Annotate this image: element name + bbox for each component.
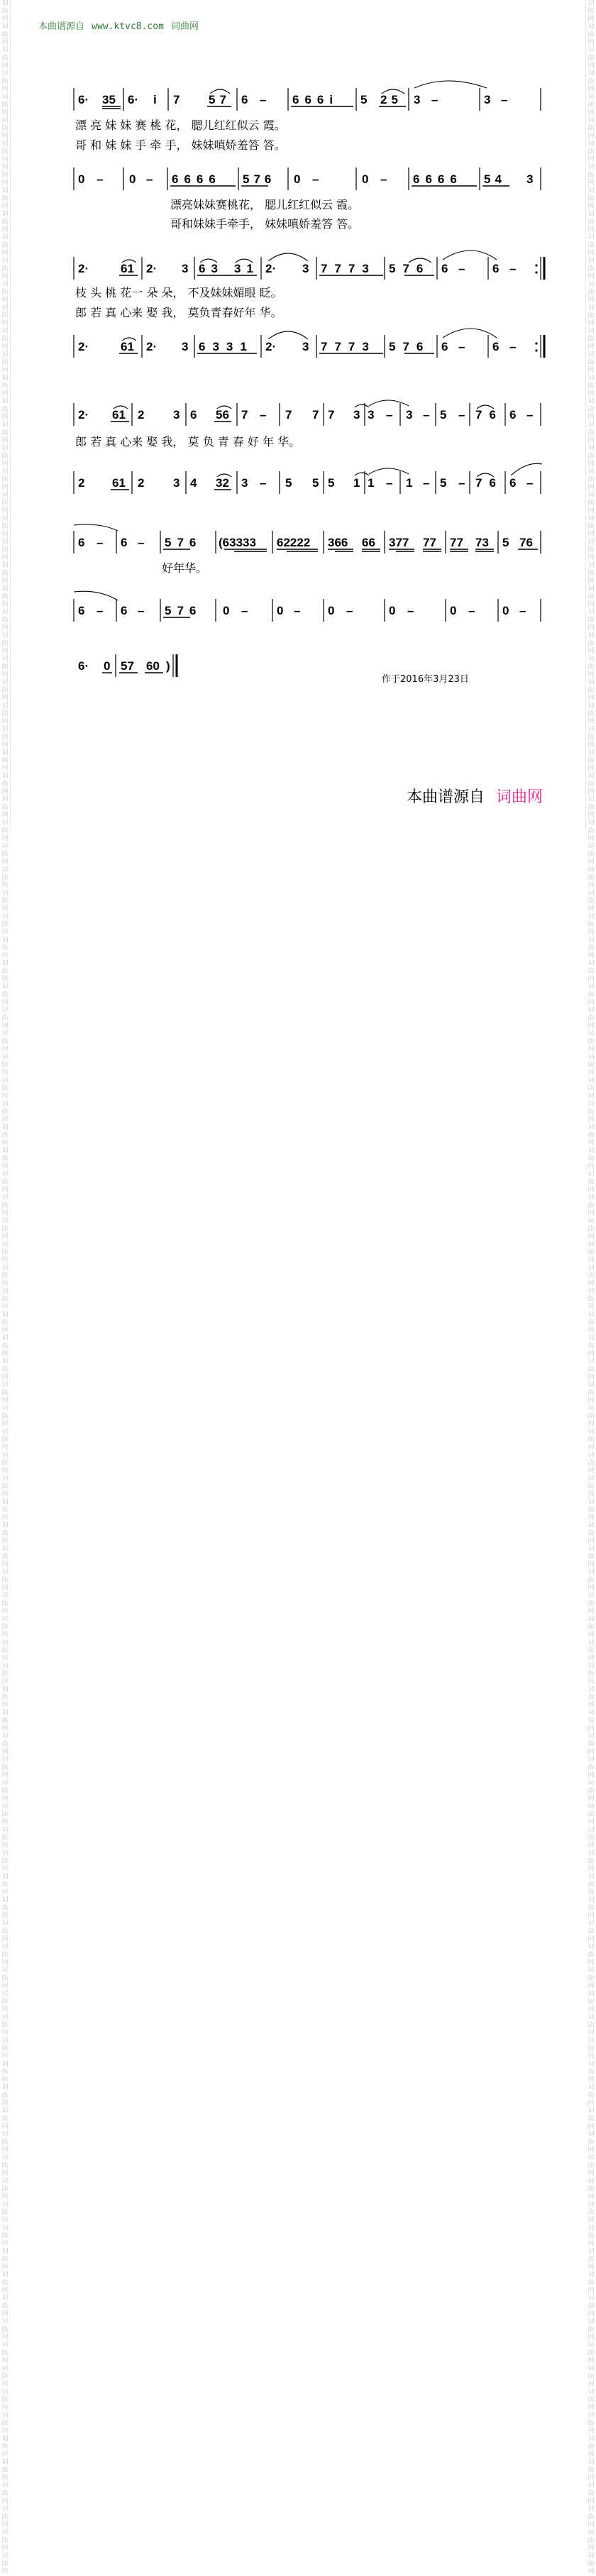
svg-text:–	[96, 172, 103, 186]
footer-brand-site-link[interactable]: 词曲网	[496, 788, 543, 806]
note: 76	[475, 408, 503, 422]
note: –	[526, 408, 534, 422]
svg-text:–	[386, 408, 392, 422]
svg-text:–	[96, 536, 103, 549]
svg-text:32	[216, 476, 229, 490]
svg-text:–	[260, 476, 266, 490]
svg-text:0	[223, 604, 229, 617]
note: –	[431, 93, 438, 106]
note: –	[386, 476, 393, 490]
svg-text:6·	[128, 93, 138, 106]
note: 0	[389, 604, 396, 617]
note: –	[423, 408, 430, 422]
svg-text:666i	[292, 93, 338, 106]
note: 2·	[78, 408, 89, 422]
note: 6	[78, 604, 85, 617]
footer-brand	[407, 785, 543, 807]
svg-text:3	[241, 476, 248, 490]
svg-text:1	[406, 476, 412, 490]
note: 3	[484, 93, 491, 106]
svg-text:6666	[172, 172, 221, 186]
note: 366	[328, 536, 348, 549]
svg-text:3	[182, 262, 188, 275]
svg-text:2·	[265, 340, 276, 353]
note: 3	[302, 340, 309, 353]
svg-text:–	[407, 604, 414, 617]
svg-text:61	[121, 262, 134, 275]
note: 3	[173, 476, 180, 490]
system-1-lyric-verse-1: 漂 亮 妹 妹 赛 桃 花， 腮儿红红似云 霞。	[75, 119, 286, 132]
svg-text:2	[138, 408, 144, 422]
svg-text:2·	[146, 340, 157, 353]
system-7-melody	[74, 524, 541, 554]
note: –	[260, 93, 267, 106]
svg-text:5	[328, 476, 334, 490]
note: 61	[121, 262, 134, 275]
note: 0	[502, 604, 509, 617]
svg-text:6·	[78, 659, 89, 673]
svg-text:3	[406, 408, 412, 422]
note: 7773	[321, 262, 376, 275]
system-1-melody	[74, 81, 541, 111]
note: 7	[285, 408, 292, 422]
note: 6·	[128, 93, 139, 106]
note: 0	[223, 604, 230, 617]
note: 57	[209, 93, 231, 106]
note: 576	[243, 172, 276, 186]
svg-text:56	[216, 408, 229, 422]
header-source-label: 本曲谱源自	[38, 21, 85, 32]
note: 576	[389, 340, 431, 353]
note: 77	[450, 536, 463, 549]
svg-text:3	[414, 93, 420, 106]
note: 576	[389, 262, 431, 275]
svg-text:77	[423, 536, 436, 549]
svg-text:76	[519, 536, 533, 549]
svg-text:7	[173, 93, 180, 106]
system-9-melody	[78, 654, 177, 677]
svg-text:3	[353, 408, 360, 422]
note: –	[407, 604, 414, 617]
svg-text:–	[458, 262, 465, 275]
note: 2	[138, 476, 145, 490]
svg-text:60	[146, 659, 160, 673]
note: 6666	[413, 172, 463, 186]
note: 0	[450, 604, 457, 617]
svg-text:576	[389, 340, 430, 353]
note: 2·	[265, 340, 277, 353]
system-2-lyric-verse-2: 哥和妹妹手牵手， 妹妹嗔娇羞答 答。	[170, 217, 360, 231]
svg-text:0	[78, 172, 84, 186]
system-4-melody	[74, 329, 544, 358]
note: 73	[475, 536, 489, 549]
note: 2·	[146, 262, 158, 275]
note: 6	[509, 408, 517, 422]
svg-text:3	[484, 93, 490, 106]
svg-text:–	[260, 93, 266, 106]
svg-text:6	[78, 604, 84, 617]
system-3-melody	[74, 251, 544, 280]
svg-text:–	[509, 340, 516, 353]
system-5-lyric: 郎 若 真 心来 娶 我， 莫 负 青 春 好 年 华。	[75, 435, 301, 448]
svg-text:7	[241, 408, 248, 422]
note: 3	[368, 408, 375, 422]
note: –	[294, 604, 301, 617]
svg-text:61	[112, 408, 126, 422]
svg-text:1	[353, 476, 360, 490]
note: 3	[182, 340, 189, 353]
note: 56	[216, 408, 229, 422]
svg-text:6	[492, 340, 499, 353]
note: 35	[102, 93, 116, 106]
svg-text:61	[112, 476, 126, 490]
note: 3	[241, 476, 248, 490]
note: –	[312, 172, 319, 186]
note: 2·	[265, 262, 277, 275]
svg-text:1	[368, 476, 374, 490]
note: 3	[406, 408, 413, 422]
note: 3	[182, 262, 189, 275]
right-watermark-strip: 词曲网词曲网词曲网词曲网词曲网词曲网词曲网词曲网词曲网词曲网词曲网词曲网词曲网词曲网词曲网词曲网词曲网词曲网词曲网词曲网词曲网词曲网词曲网词曲网词曲网词曲网词曲网词曲网词曲网词曲网词曲网词曲网词曲网词曲网词曲网词曲网词曲网词曲网词曲网词曲网词曲网词曲网词曲网词曲网词曲网词曲网词曲网词曲网词曲网词曲网词曲网词曲网词曲网词曲网词曲网词曲网词曲网词曲网词曲网词曲网词曲网词曲网词曲网词曲网词曲网词曲网词曲网词曲网词曲网词曲网词曲网词曲网词曲网词曲网词曲网词曲网词曲网词曲网词曲网词曲网词曲网词曲网词曲网词曲网词曲网词曲网词曲网词曲网词曲网词曲网词曲网词曲网词曲网词曲网词曲网词曲网词曲网词曲网词曲网词曲网词曲网词曲网词曲网词曲网词曲网词曲网词曲网词曲网词曲网词曲网	[585, 0, 596, 830]
note: 3	[526, 172, 534, 186]
system-6-melody	[74, 463, 542, 494]
svg-text:–	[526, 476, 533, 490]
note: –	[138, 536, 145, 549]
svg-text:3	[526, 172, 533, 186]
note: 5	[312, 476, 319, 490]
note: –	[458, 476, 465, 490]
svg-text:35	[102, 93, 116, 106]
svg-text:)	[166, 659, 170, 673]
svg-text:i	[153, 93, 157, 106]
note: –	[526, 476, 534, 490]
note: 2·	[78, 340, 89, 353]
system-8-melody	[74, 591, 541, 622]
svg-text:0	[450, 604, 456, 617]
svg-text:–	[431, 93, 438, 106]
svg-text:7773	[321, 340, 376, 353]
left-watermark-strip: 词曲网词曲网词曲网词曲网词曲网词曲网词曲网词曲网词曲网词曲网词曲网词曲网词曲网词曲网词曲网词曲网词曲网词曲网词曲网词曲网词曲网词曲网词曲网词曲网词曲网词曲网词曲网词曲网词曲网词曲网词曲网词曲网词曲网词曲网词曲网词曲网词曲网词曲网词曲网词曲网词曲网词曲网词曲网词曲网词曲网词曲网词曲网词曲网词曲网词曲网词曲网词曲网词曲网词曲网词曲网词曲网词曲网词曲网词曲网词曲网词曲网词曲网词曲网词曲网词曲网词曲网词曲网词曲网词曲网词曲网词曲网词曲网词曲网词曲网词曲网词曲网词曲网词曲网词曲网词曲网词曲网词曲网词曲网词曲网词曲网词曲网词曲网词曲网词曲网词曲网词曲网词曲网词曲网词曲网词曲网词曲网词曲网词曲网词曲网词曲网词曲网词曲网词曲网词曲网词曲网词曲网词曲网词曲网词曲网词曲网	[0, 0, 11, 830]
svg-text:7	[312, 408, 319, 422]
note: 576	[165, 604, 202, 617]
note: 60	[146, 659, 160, 673]
note: –	[519, 604, 526, 617]
svg-text:66	[362, 536, 375, 549]
note: 1	[353, 476, 360, 490]
note: 57	[121, 659, 134, 673]
note: 61	[112, 408, 126, 422]
svg-text:–	[346, 604, 353, 617]
note: –	[96, 536, 104, 549]
note: 66	[362, 536, 375, 549]
svg-text:0	[328, 604, 334, 617]
svg-text:–	[138, 536, 144, 549]
note: –	[386, 408, 393, 422]
svg-text:57	[121, 659, 134, 673]
svg-text:0	[502, 604, 509, 617]
note: 6·	[78, 93, 89, 106]
note: 6	[190, 408, 197, 422]
svg-text:6	[121, 536, 127, 549]
note: 0	[328, 604, 335, 617]
svg-text:–	[386, 476, 392, 490]
svg-text:2	[138, 476, 144, 490]
note: 2·	[146, 340, 158, 353]
note: 5	[440, 476, 447, 490]
svg-text:2	[78, 476, 84, 490]
svg-text:6331	[199, 340, 254, 353]
system-3-lyric-verse-2: 郎 若 真 心来 娶 我， 莫负青春好年 华。	[75, 306, 282, 319]
svg-text:54	[484, 172, 506, 186]
svg-text:–	[501, 93, 507, 106]
note: –	[509, 262, 517, 275]
svg-text:6·	[78, 93, 89, 106]
svg-text:–	[458, 408, 465, 422]
note: 1	[406, 476, 413, 490]
note: –	[146, 172, 153, 186]
note: 61	[112, 476, 126, 490]
svg-text:0	[294, 172, 300, 186]
svg-text:6	[190, 408, 197, 422]
svg-text:5	[440, 408, 446, 422]
note: –	[501, 93, 508, 106]
note: 0	[104, 659, 111, 673]
svg-text:0	[389, 604, 395, 617]
svg-text:3	[182, 340, 188, 353]
svg-text:6	[441, 262, 448, 275]
note: 6	[121, 536, 128, 549]
svg-text:76	[475, 408, 503, 422]
svg-text:25	[380, 93, 402, 106]
svg-text:576	[243, 172, 275, 186]
note: 6	[241, 93, 248, 106]
note: 6331	[199, 340, 254, 353]
svg-text:2·	[78, 408, 89, 422]
svg-text:0	[104, 659, 110, 673]
system-2-lyric-verse-1: 漂亮妹妹赛桃花， 腮儿红红似云 霞。	[170, 198, 360, 211]
svg-text:5	[440, 476, 446, 490]
note: 3	[173, 408, 180, 422]
note: 0	[277, 604, 284, 617]
note: –	[138, 604, 145, 617]
note: 7	[241, 408, 248, 422]
note: –	[458, 408, 465, 422]
svg-text:–	[294, 604, 300, 617]
note: 2·	[78, 262, 89, 275]
system-7-lyric: 好年华。	[162, 561, 208, 575]
note: 5	[440, 408, 447, 422]
svg-text:31	[234, 262, 259, 275]
note: 3	[414, 93, 421, 106]
svg-text:6	[441, 340, 448, 353]
system-2-melody	[74, 167, 541, 190]
system-3-lyric-verse-1: 枝 头 桃 花一 朵 朵， 不及妹妹媚眼 眨。	[75, 286, 282, 299]
note: –	[380, 172, 387, 186]
note: 5	[502, 536, 509, 549]
svg-text:–	[260, 408, 266, 422]
note: –	[458, 340, 465, 353]
note: 6	[121, 604, 128, 617]
note: 3	[353, 408, 360, 422]
svg-text:–	[468, 604, 475, 617]
svg-text:3	[302, 262, 309, 275]
svg-text:–	[458, 476, 465, 490]
score-sheet	[0, 0, 596, 830]
svg-text:3	[368, 408, 374, 422]
svg-text:0	[362, 172, 368, 186]
svg-text:63	[199, 262, 224, 275]
note: –	[509, 340, 517, 353]
note: 62222	[277, 536, 311, 549]
svg-text:377	[389, 536, 409, 549]
svg-text:7773	[321, 262, 376, 275]
svg-text:576	[165, 604, 202, 617]
note: 0	[294, 172, 301, 186]
note: 7	[328, 408, 335, 422]
svg-text:5	[360, 93, 367, 106]
svg-text:7	[285, 408, 292, 422]
note: 666i	[292, 93, 339, 106]
svg-text:3	[173, 476, 180, 490]
svg-text:4	[190, 476, 197, 490]
note: 25	[380, 93, 402, 106]
note: 0	[129, 172, 136, 186]
note: 76	[475, 476, 503, 490]
note: 77	[423, 536, 436, 549]
note: i	[153, 93, 157, 106]
composed-date: 作于2016年3月23日	[382, 674, 469, 685]
note: 63	[199, 262, 224, 275]
note: (63333	[219, 536, 256, 549]
note: 32	[216, 476, 229, 490]
svg-text:–	[380, 172, 387, 186]
note: 576	[165, 536, 202, 549]
note: 6	[492, 262, 500, 275]
note: 2	[78, 476, 85, 490]
svg-text:6	[509, 476, 516, 490]
svg-text:(63333	[219, 536, 256, 549]
svg-text:62222	[277, 536, 310, 549]
note: 7773	[321, 340, 376, 353]
svg-text:6666	[413, 172, 463, 186]
svg-text:576	[389, 262, 430, 275]
svg-text:366	[328, 536, 348, 549]
svg-text:77	[450, 536, 463, 549]
note: –	[346, 604, 353, 617]
svg-text:576	[165, 536, 202, 549]
note: –	[260, 476, 267, 490]
svg-text:6	[509, 408, 516, 422]
svg-text:5	[312, 476, 319, 490]
svg-text:–	[526, 408, 533, 422]
svg-text:6	[492, 262, 499, 275]
note: –	[96, 604, 104, 617]
note: 4	[190, 476, 197, 490]
note: –	[468, 604, 475, 617]
svg-text:5	[502, 536, 509, 549]
svg-text:–	[423, 408, 429, 422]
svg-text:–	[138, 604, 144, 617]
svg-text:73	[475, 536, 489, 549]
note: –	[241, 604, 248, 617]
note: 61	[121, 340, 134, 353]
svg-text:–	[423, 476, 429, 490]
note: 6	[509, 476, 517, 490]
svg-text:0	[277, 604, 283, 617]
svg-text:3	[173, 408, 180, 422]
header-site-name: 词曲网	[171, 21, 199, 32]
svg-text:2·	[78, 340, 89, 353]
note: 7	[312, 408, 319, 422]
svg-text:0	[129, 172, 136, 186]
svg-text:–	[519, 604, 526, 617]
note: 76	[519, 536, 533, 549]
svg-text:–	[458, 340, 465, 353]
note: 6666	[172, 172, 221, 186]
svg-text:5	[285, 476, 292, 490]
system-5-melody	[74, 400, 541, 426]
note: 5	[285, 476, 292, 490]
note: 54	[484, 172, 506, 186]
note: 3	[302, 262, 309, 275]
svg-text:57	[209, 93, 231, 106]
note: –	[423, 476, 430, 490]
footer-brand-source: 本曲谱源自	[407, 788, 485, 806]
note: )	[166, 659, 170, 673]
svg-text:76	[475, 476, 503, 490]
note: 6	[441, 262, 448, 275]
note: –	[260, 408, 267, 422]
note: 6	[492, 340, 500, 353]
note: 6·	[78, 659, 89, 673]
svg-text:–	[312, 172, 319, 186]
svg-text:3	[302, 340, 309, 353]
svg-text:–	[146, 172, 153, 186]
svg-text:6	[78, 536, 84, 549]
svg-text:7	[328, 408, 334, 422]
note: 31	[234, 262, 259, 275]
note: 6	[78, 536, 85, 549]
svg-text:2·	[78, 262, 89, 275]
system-1-lyric-verse-2: 哥 和 妹 妹 手 牵 手， 妹妹嗔娇羞答 答。	[75, 138, 286, 152]
svg-text:2·	[265, 262, 276, 275]
note: 377	[389, 536, 409, 549]
note: –	[458, 262, 465, 275]
note: 5	[328, 476, 335, 490]
note: 1	[368, 476, 375, 490]
note: 0	[362, 172, 369, 186]
svg-text:6	[241, 93, 248, 106]
svg-text:6	[121, 604, 127, 617]
svg-text:2·	[146, 262, 157, 275]
svg-text:–	[509, 262, 516, 275]
note: 2	[138, 408, 145, 422]
note: 7	[173, 93, 180, 106]
note: 6	[441, 340, 448, 353]
note: –	[96, 172, 104, 186]
note: 5	[360, 93, 368, 106]
svg-text:–	[241, 604, 248, 617]
note: 0	[78, 172, 85, 186]
header-url-link[interactable]: www.ktvc8.com	[92, 21, 164, 32]
svg-text:61	[121, 340, 134, 353]
svg-text:–	[96, 604, 103, 617]
